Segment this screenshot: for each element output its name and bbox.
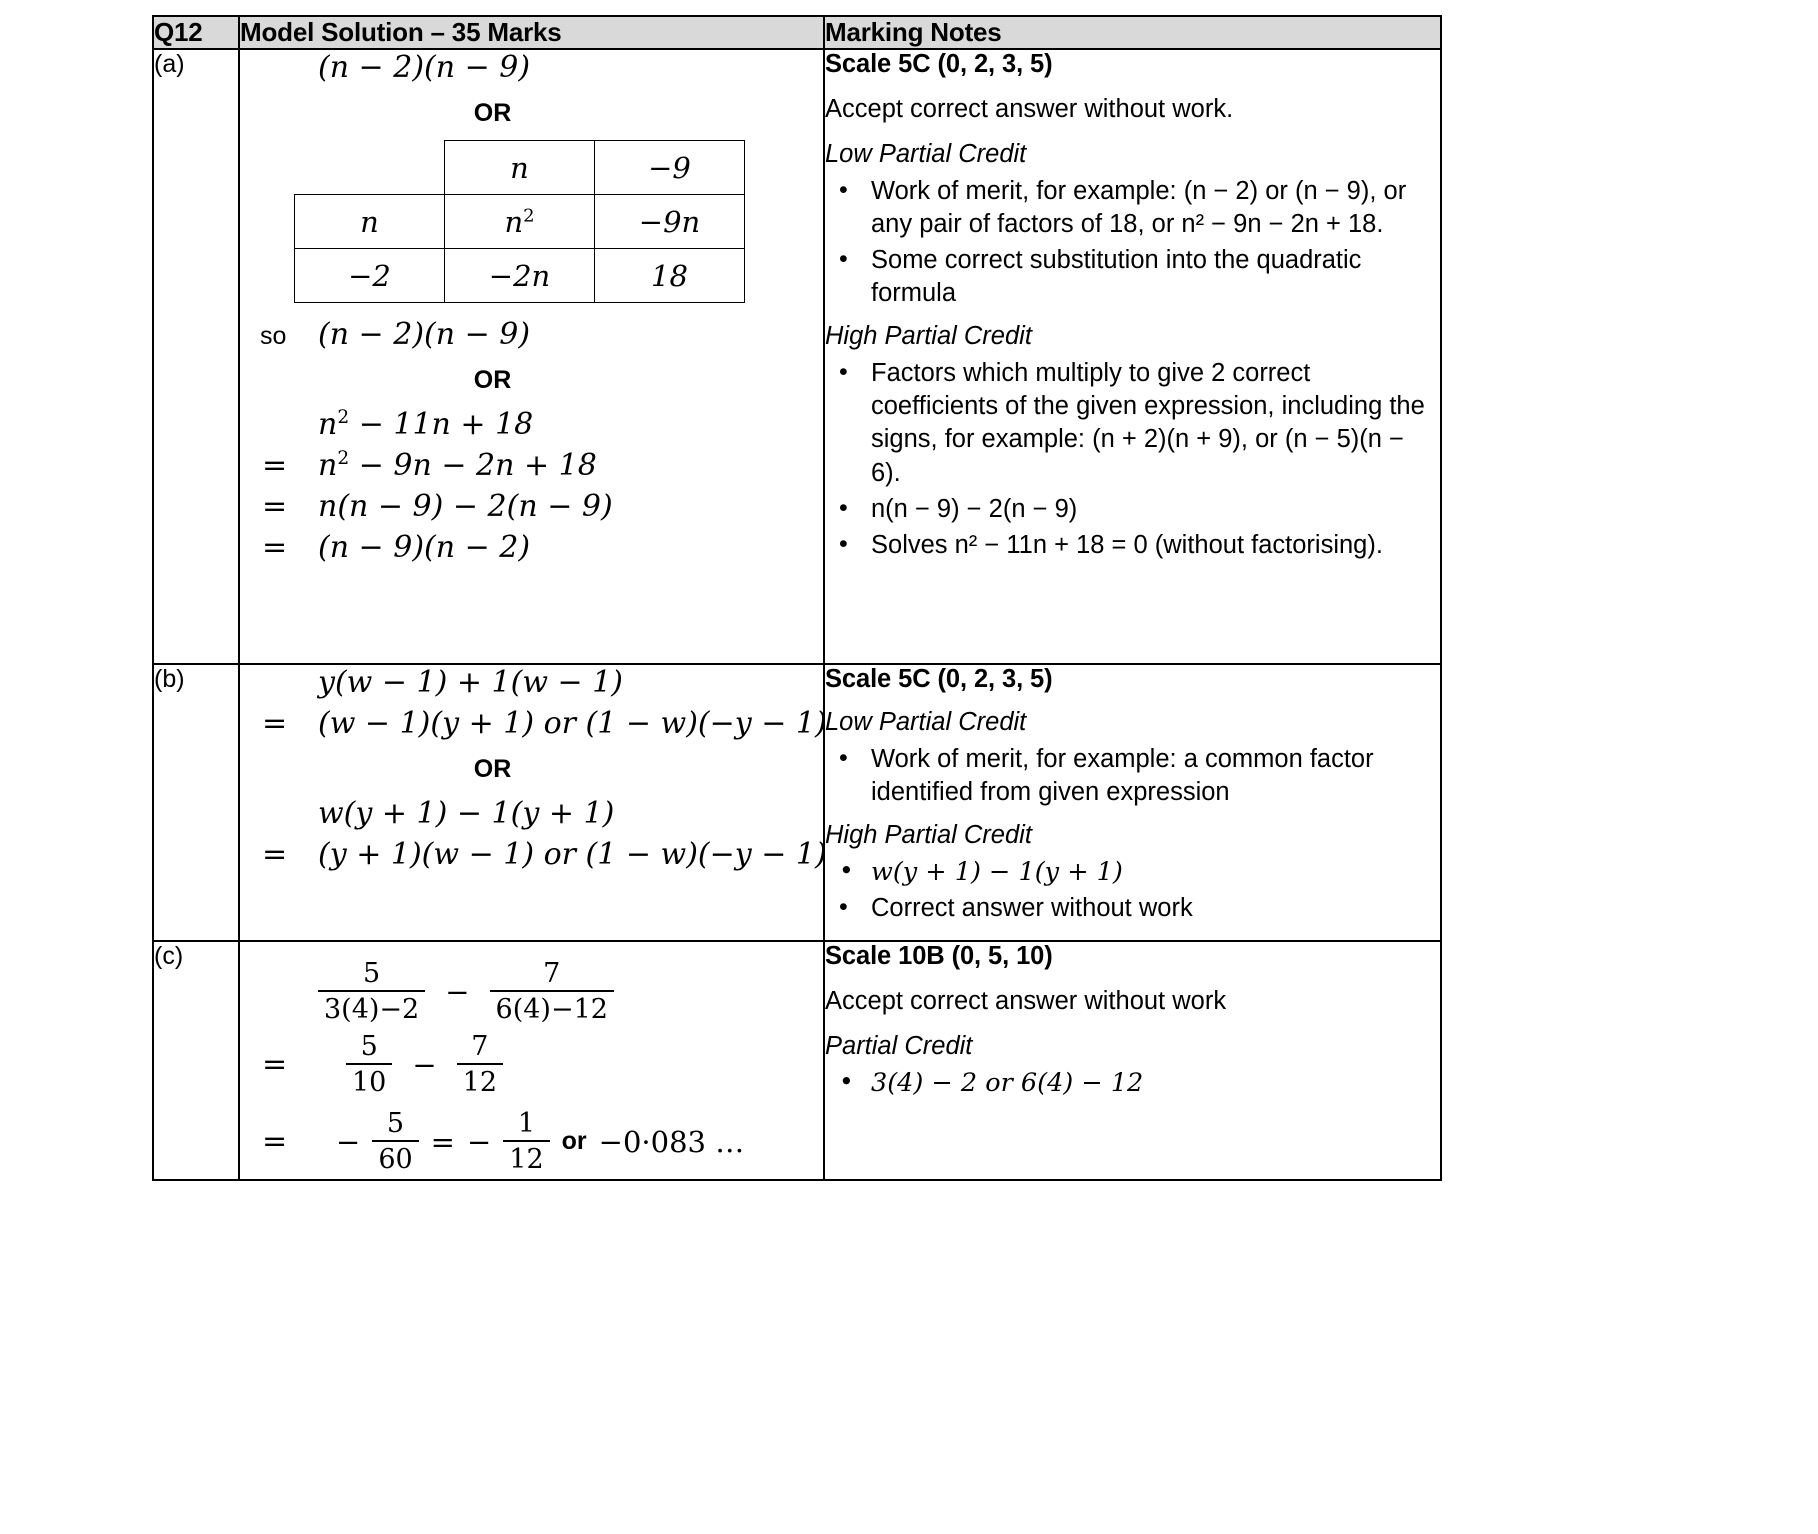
- solution-b-expr-1: y(w − 1) + 1(w − 1): [318, 665, 624, 700]
- eq-sign: =: [262, 448, 288, 483]
- list-item: • 3(4) − 2 or 6(4) − 12: [865, 1067, 1440, 1100]
- fraction-numerator: 5: [318, 958, 425, 992]
- box-grid-mid-row: [295, 195, 745, 249]
- notes-a-high-list: [825, 357, 1440, 562]
- solution-b-step-3: [240, 796, 823, 831]
- notes-cell-c: [824, 941, 1441, 1180]
- fraction-numerator: 5: [346, 1031, 392, 1065]
- solution-b-step-4: [240, 837, 827, 872]
- table-row-part-c: [153, 941, 1441, 1180]
- fraction-numerator: 7: [490, 958, 614, 992]
- list-item: • Work of merit, for example: a common factor identified from given expression: [865, 743, 1440, 809]
- part-label-a: (a): [153, 49, 239, 664]
- fraction-denominator: 12: [509, 1144, 544, 1175]
- marking-scheme-table: [152, 15, 1442, 1181]
- notes-c-accept: Accept correct answer without work: [825, 987, 1227, 1015]
- fraction-second: [503, 1108, 549, 1175]
- eq-sign: =: [262, 706, 288, 741]
- minus-operator: −: [445, 974, 470, 1009]
- solution-a-step-expr-2: $n^2 - 9n - 2n + 18$: [318, 448, 597, 483]
- box-cell-minus9n: −9n: [595, 195, 745, 249]
- eq-sign: =: [262, 489, 288, 524]
- fraction-numerator: 1: [503, 1108, 549, 1142]
- box-grid-top-row: [295, 141, 745, 195]
- solution-a-step-3: [240, 489, 823, 524]
- list-item: • Work of merit, for example: (n − 2) or (n − 9), or any pair of factors of 18, or n² − 9n − 2n + 18.: [865, 175, 1440, 241]
- notes-c-partial-title: Partial Credit: [825, 1031, 973, 1060]
- notes-cell-a: [824, 49, 1441, 664]
- box-cell-left-n: n: [295, 195, 445, 249]
- solution-c-expr-1: [318, 958, 614, 1025]
- solution-c-row-2: [240, 1031, 823, 1098]
- solution-a-step-4: [240, 530, 823, 565]
- box-cell-empty: [295, 141, 445, 195]
- solution-b-expr-4: (y + 1)(w − 1) or (1 − w)(−y − 1): [318, 837, 827, 872]
- notes-b-low-title: Low Partial Credit: [825, 708, 1027, 736]
- notes-b-high-title: High Partial Credit: [825, 821, 1032, 850]
- part-label-c: (c): [153, 941, 239, 1180]
- box-method-grid: [294, 140, 745, 303]
- part-label-b: (b): [153, 664, 239, 941]
- fraction-first: [346, 1031, 392, 1098]
- box-cell-top-n: n: [445, 141, 595, 195]
- box-cell-minus2n: −2n: [445, 249, 595, 303]
- leading-minus: −: [336, 1124, 361, 1159]
- fraction-numerator: 5: [372, 1108, 418, 1142]
- notes-a-accept: Accept correct answer without work.: [825, 95, 1234, 123]
- list-item: • Factors which multiply to give 2 correct coefficients of the given expression, including the signs, for example: (n + 2)(n + 9), or (n − 5)(n − 6).: [865, 357, 1440, 490]
- fraction-first: [372, 1108, 418, 1175]
- table-header-row: [153, 16, 1441, 49]
- solution-a-step-1: [240, 407, 823, 442]
- list-item: • Correct answer without work: [865, 892, 1440, 925]
- notes-a-high-title: High Partial Credit: [825, 322, 1032, 351]
- eq-sign: =: [262, 837, 288, 872]
- fraction-second: [490, 958, 614, 1025]
- notes-a-low-list: [825, 175, 1440, 311]
- table-row-part-a: [153, 49, 1441, 664]
- notes-b-low-list: [825, 743, 1440, 809]
- box-method-grid-wrapper: [240, 140, 823, 303]
- solution-c-row-3: [240, 1108, 823, 1175]
- box-cell-left-minus2: −2: [295, 249, 445, 303]
- notes-c-scale: Scale 10B (0, 5, 10): [825, 942, 1053, 970]
- fraction-numerator: 7: [457, 1031, 503, 1065]
- solution-a-so-line: [240, 317, 823, 352]
- box-cell-top-minus9: −9: [595, 141, 745, 195]
- solution-c-row-1: [240, 958, 823, 1025]
- solution-a-step-expr-1: $n^2 - 11n + 18$: [318, 407, 534, 442]
- header-question-number: Q12: [153, 16, 239, 49]
- notes-cell-b: [824, 664, 1441, 941]
- table-row-part-b: [153, 664, 1441, 941]
- solution-a-so-expr: (n − 2)(n − 9): [318, 317, 531, 352]
- solution-b-or: OR: [473, 755, 512, 783]
- minus-operator: −: [412, 1047, 437, 1082]
- list-item: • Some correct substitution into the quadratic formula: [865, 244, 1440, 310]
- solution-a-expr-1: (n − 2)(n − 9): [318, 50, 531, 85]
- solution-c-expr-2: [346, 1031, 503, 1098]
- solution-cell-b: [239, 664, 827, 941]
- notes-a-scale: Scale 5C (0, 2, 3, 5): [825, 50, 1053, 78]
- box-cell-18: 18: [595, 249, 745, 303]
- equals-sign: =: [430, 1124, 455, 1159]
- solution-a-line-1: [240, 50, 823, 85]
- so-label: so: [260, 322, 287, 350]
- fraction-denominator: 12: [462, 1067, 498, 1098]
- solution-b-step-1: [240, 665, 823, 700]
- second-minus: −: [466, 1124, 492, 1159]
- solution-cell-a: [239, 49, 824, 664]
- solution-cell-c: [239, 941, 824, 1180]
- or-word: or: [561, 1127, 587, 1155]
- solution-a-or-1: OR: [473, 99, 512, 127]
- list-item: • Solves n² − 11n + 18 = 0 (without factorising).: [865, 529, 1440, 562]
- eq-sign: =: [262, 1124, 288, 1159]
- list-item: • n(n − 9) − 2(n − 9): [865, 493, 1440, 526]
- notes-a-low-title: Low Partial Credit: [825, 139, 1027, 168]
- header-model-solution: Model Solution – 35 Marks: [239, 16, 824, 49]
- eq-sign: =: [262, 1047, 288, 1082]
- notes-b-scale: Scale 5C (0, 2, 3, 5): [825, 665, 1053, 693]
- notes-b-high-list: [825, 856, 1440, 925]
- solution-a-step-expr-3: n(n − 9) − 2(n − 9): [318, 489, 613, 524]
- solution-b-expr-3: w(y + 1) − 1(y + 1): [318, 796, 615, 831]
- list-item: • w(y + 1) − 1(y + 1): [865, 856, 1440, 889]
- notes-c-partial-list: [825, 1067, 1440, 1100]
- decimal-answer: −0·083 …: [598, 1124, 745, 1159]
- solution-b-expr-2: (w − 1)(y + 1) or (1 − w)(−y − 1): [318, 706, 827, 741]
- box-grid-bottom-row: [295, 249, 745, 303]
- box-cell-n-squared: $n^2$: [445, 195, 595, 249]
- header-marking-notes: Marking Notes: [824, 16, 1441, 49]
- fraction-denominator: 60: [378, 1144, 413, 1175]
- fraction-denominator: 10: [352, 1067, 387, 1098]
- eq-sign: =: [262, 530, 288, 565]
- solution-a-step-expr-4: (n − 9)(n − 2): [318, 530, 531, 565]
- fraction-denominator: 3(4)−2: [324, 994, 420, 1025]
- fraction-denominator: 6(4)−12: [495, 994, 608, 1025]
- solution-c-expr-3: [336, 1108, 744, 1175]
- fraction-first: [318, 958, 425, 1025]
- fraction-second: [457, 1031, 503, 1098]
- solution-a-step-2: [240, 448, 823, 483]
- solution-a-or-2: OR: [473, 366, 512, 394]
- solution-b-step-2: [240, 706, 827, 741]
